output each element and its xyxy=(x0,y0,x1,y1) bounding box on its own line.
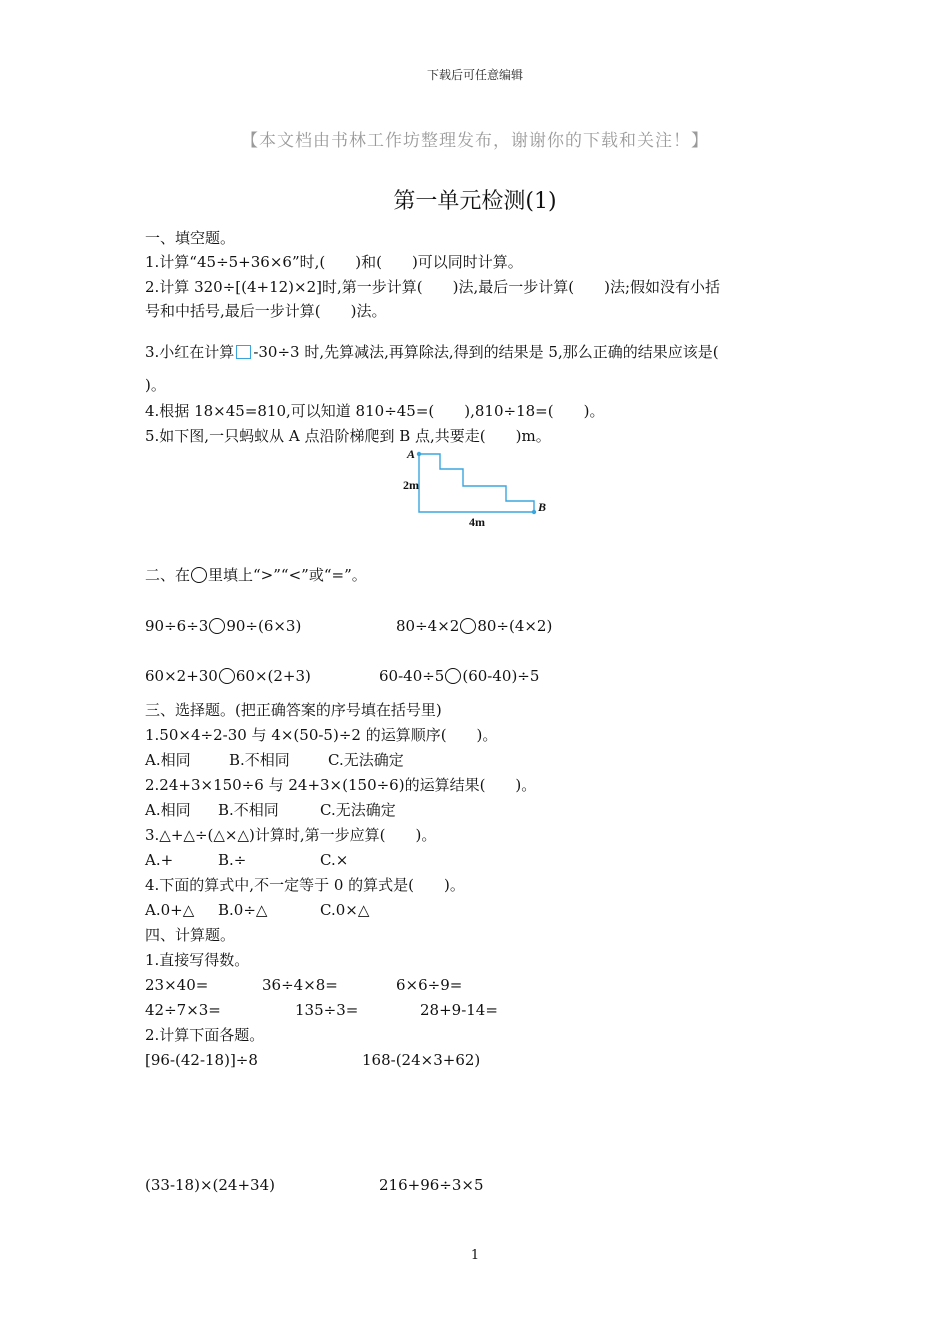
s1-question-3b: )。 xyxy=(145,376,166,394)
s3-q2-option-c: C.无法确定 xyxy=(320,801,396,819)
staircase-figure xyxy=(396,444,556,532)
section1-heading: 一、填空题。 xyxy=(145,229,236,247)
oral-calc-item: 42÷7×3= xyxy=(145,1001,221,1019)
s1-q3-prefix: 3.小红在计算 xyxy=(145,343,235,361)
compare-item-2 xyxy=(396,616,552,636)
compare-right: 80÷(4×2) xyxy=(477,617,553,635)
height-label: 2m xyxy=(403,478,419,492)
s1-question-5: 5.如下图,一只蚂蚁从 A 点沿阶梯爬到 B 点,共要走( )m。 xyxy=(145,427,551,445)
s3-q3-option-a: A.+ xyxy=(145,851,174,869)
s1-question-4: 4.根据 18×45=810,可以知道 810÷45=( ),810÷18=( )。 xyxy=(145,402,605,420)
calc-item: 216+96÷3×5 xyxy=(379,1176,484,1194)
s3-q1-option-c: C.无法确定 xyxy=(328,751,404,769)
page-number: 1 xyxy=(470,1248,480,1263)
s3-question-4: 4.下面的算式中,不一定等于 0 的算式是( )。 xyxy=(145,876,465,894)
s3-q1-option-a: A.相同 xyxy=(145,751,191,769)
circle-blank-icon xyxy=(191,567,207,583)
oral-calc-item: 135÷3= xyxy=(295,1001,359,1019)
compare-item-4 xyxy=(379,666,539,686)
compare-left: 80÷4×2 xyxy=(396,617,460,635)
circle-blank-icon xyxy=(460,618,476,634)
s3-question-1: 1.50×4÷2-30 与 4×(50-5)÷2 的运算顺序( )。 xyxy=(145,726,498,744)
s3-q4-option-c: C.0×△ xyxy=(320,901,370,919)
s4-sub-1: 1.直接写得数。 xyxy=(145,951,250,969)
oral-calc-item: 6×6÷9= xyxy=(396,976,463,994)
calc-item: [96-(42-18)]÷8 xyxy=(145,1051,258,1069)
s1-question-1: 1.计算“45÷5+36×6”时,( )和( )可以同时计算。 xyxy=(145,253,523,271)
s1-question-2a: 2.计算 320÷[(4+12)×2]时,第一步计算( )法,最后一步计算( )法;假如没有小括 xyxy=(145,278,720,296)
blank-square-icon xyxy=(236,345,251,359)
s3-q3-option-c: C.× xyxy=(320,851,349,869)
s3-q1-option-b: B.不相同 xyxy=(229,751,290,769)
staircase-outline xyxy=(419,454,534,512)
section2-heading xyxy=(145,565,367,585)
section3-heading: 三、选择题。(把正确答案的序号填在括号里) xyxy=(145,701,442,719)
compare-left: 60-40÷5 xyxy=(379,667,445,685)
s3-q2-option-b: B.不相同 xyxy=(218,801,279,819)
calc-item: 168-(24×3+62) xyxy=(362,1051,481,1069)
compare-left: 60×2+30 xyxy=(145,667,218,685)
s2-heading-suffix: 里填上“>”“<”或“=”。 xyxy=(208,566,367,584)
section4-heading: 四、计算题。 xyxy=(145,926,236,944)
oral-calc-item: 23×40= xyxy=(145,976,209,994)
s3-q3-option-b: B.÷ xyxy=(218,851,247,869)
compare-right: (60-40)÷5 xyxy=(462,667,540,685)
circle-blank-icon xyxy=(209,618,225,634)
circle-blank-icon xyxy=(219,668,235,684)
s3-q4-option-a: A.0+△ xyxy=(145,901,195,919)
circle-blank-icon xyxy=(445,668,461,684)
s2-heading-prefix: 二、在 xyxy=(145,566,191,584)
page-title: 第一单元检测(1) xyxy=(393,189,557,214)
compare-right: 90÷(6×3) xyxy=(226,617,302,635)
banner: 【本文档由书林工作坊整理发布，谢谢你的下载和关注！】 xyxy=(241,131,709,151)
s1-q3-suffix: -30÷3 时,先算减法,再算除法,得到的结果是 5,那么正确的结果应该是( xyxy=(253,343,719,361)
calc-item: (33-18)×(24+34) xyxy=(145,1176,275,1194)
s1-question-2b: 号和中括号,最后一步计算( )法。 xyxy=(145,302,387,320)
label-b: B xyxy=(538,500,547,514)
s3-q2-option-a: A.相同 xyxy=(145,801,191,819)
compare-item-3 xyxy=(145,666,311,686)
width-label: 4m xyxy=(469,515,485,529)
point-a-dot xyxy=(417,452,421,456)
oral-calc-item: 36÷4×8= xyxy=(262,976,338,994)
s3-question-3: 3.△+△÷(△×△)计算时,第一步应算( )。 xyxy=(145,826,437,844)
s4-sub-2: 2.计算下面各题。 xyxy=(145,1026,265,1044)
header-note: 下载后可任意编辑 xyxy=(426,68,523,82)
compare-item-1 xyxy=(145,616,301,636)
s1-question-3a xyxy=(145,342,719,362)
label-a: A xyxy=(407,447,416,461)
compare-left: 90÷6÷3 xyxy=(145,617,209,635)
point-b-dot xyxy=(532,510,536,514)
compare-right: 60×(2+3) xyxy=(235,667,311,685)
s3-question-2: 2.24+3×150÷6 与 24+3×(150÷6)的运算结果( )。 xyxy=(145,776,537,794)
oral-calc-item: 28+9-14= xyxy=(420,1001,498,1019)
s3-q4-option-b: B.0÷△ xyxy=(218,901,268,919)
